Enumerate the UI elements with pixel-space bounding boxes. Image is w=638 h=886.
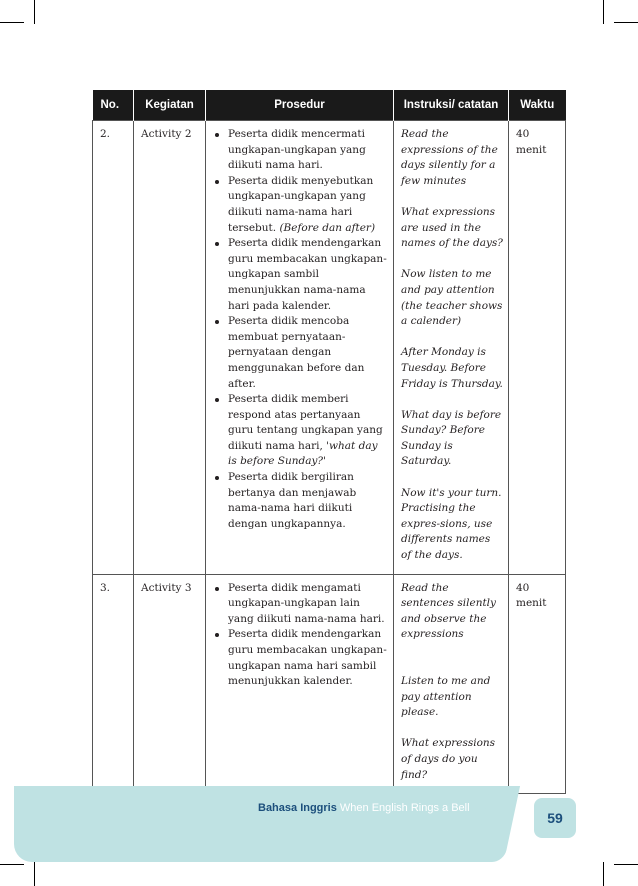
procedure-item: Peserta didik mencoba membuat pernyataan-pernyataan dengan menggunakan before dan after.: [213, 314, 388, 392]
instruction-text: After Monday is Tuesday. Before Friday is Thursday.: [401, 346, 503, 390]
crop-mark: [614, 864, 638, 865]
instruction-text: Listen to me and pay attention please.: [401, 675, 491, 719]
crop-mark: [34, 0, 35, 24]
row-time: 40 menit: [509, 121, 566, 575]
table-row: [93, 574, 566, 794]
procedure-note: 'what day is before Sunday?': [228, 439, 378, 468]
lesson-table: [92, 90, 566, 794]
crop-mark: [0, 22, 24, 23]
procedure-item: Peserta didik mencermati ungkapan-ungkapan yang diikuti nama hari.: [213, 127, 388, 174]
footer-band: [14, 786, 498, 862]
header-kegiatan: Kegiatan: [134, 90, 206, 121]
book-subtitle: When English Rings a Bell: [339, 802, 470, 814]
footer-title: [258, 802, 470, 814]
crop-mark: [603, 862, 604, 886]
crop-mark: [603, 0, 604, 24]
header-waktu: Waktu: [509, 90, 566, 121]
instruction-text: What expressions are used in the names of the days?: [401, 205, 503, 250]
table-header: [93, 90, 566, 121]
row-activity: Activity 3: [134, 574, 206, 794]
page-number: 59: [534, 798, 576, 838]
instruction-text: Now it's your turn. Practising the expres-sions, use differents names of the days.: [401, 486, 502, 562]
row-procedures: [206, 574, 394, 794]
crop-mark: [614, 22, 638, 23]
procedure-item: Peserta didik mendengarkan guru membacakan ungkapan-ungkapan nama hari sambil menunjukkan kalender.: [213, 627, 388, 689]
instruction-text: Read the sentences silently and observe the expressions: [401, 581, 496, 641]
instruction-text: Now listen to me and pay attention (the teacher shows a calender): [401, 268, 503, 328]
procedure-item: Peserta didik mendengarkan guru membacakan ungkapan-ungkapan sambil menunjukkan nama-nama hari pada kalender.: [213, 236, 388, 314]
header-instruksi: Instruksi/ catatan: [394, 90, 509, 121]
row-procedures: [206, 121, 394, 575]
crop-mark: [0, 864, 24, 865]
row-instructions: [394, 574, 509, 794]
row-activity: Activity 2: [134, 121, 206, 575]
row-number: 2.: [93, 121, 134, 575]
procedure-item: Peserta didik memberi respond atas pertanyaan guru tentang ungkapan yang diikuti nama hari, 'what day is before Sunday?': [213, 392, 388, 470]
procedure-item: Peserta didik bergiliran bertanya dan menjawab nama-nama hari diikuti dengan ungkapannya.: [213, 470, 388, 532]
instruction-text: Read the expressions of the days silently for a few minutes: [401, 128, 498, 187]
procedure-item: Peserta didik mengamati ungkapan-ungkapan lain yang diikuti nama-nama hari.: [213, 581, 388, 628]
header-prosedur: Prosedur: [206, 90, 394, 121]
table-row: [93, 121, 566, 575]
row-time: 40 menit: [509, 574, 566, 794]
procedure-item: Peserta didik menyebutkan ungkapan-ungkapan yang diikuti nama-nama hari tersebut. (Before dan after): [213, 174, 388, 236]
row-number: 3.: [93, 574, 134, 794]
instruction-text: What expressions of days do you find?: [401, 737, 496, 781]
crop-mark: [34, 862, 35, 886]
procedure-note: (Before dan after): [279, 221, 376, 234]
header-no: No.: [93, 90, 134, 121]
row-instructions: [394, 121, 509, 575]
instruction-text: What day is before Sunday? Before Sunday is Saturday.: [401, 408, 502, 468]
book-title: Bahasa Inggris: [258, 802, 337, 814]
